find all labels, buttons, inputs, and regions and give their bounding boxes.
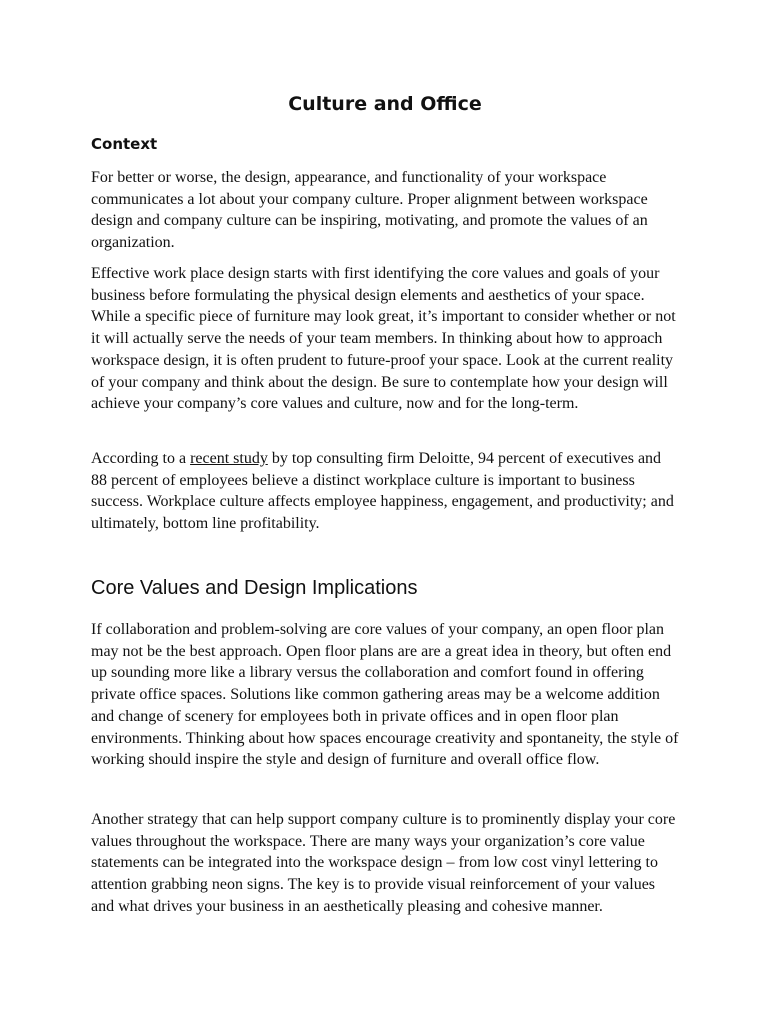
paragraph-3-lead: According to a — [91, 450, 191, 467]
paragraph-5: Another strategy that can help support company culture is to prominently display your core values throughout the workspace. There are many ways your organization’s core value statements can be integrated into the workspace design – from low cost vinyl lettering to attention grabbing neon signs. The key is to provide visual reinforcement of your values and what drives your business in an aesthetically pleasing and cohesive manner. — [91, 811, 676, 915]
paragraph-2: Effective work place design starts with first identifying the core values and goals of your business before formulating the physical design elements and aesthetics of your space. While a specific piece of furniture may look great, it’s important to consider whether or not it will actually serve the needs of your team members. In thinking about how to approach workspace design, it is often prudent to future-proof your space. Look at the current reality of your company and think about the design. Be sure to contemplate how your design will achieve your company’s core values and culture, now and for the long-term. — [91, 265, 676, 413]
paragraph-4: If collaboration and problem-solving are core values of your company, an open floor plan may not be the best approach. Open floor plans are are a great idea in theory, but often end up sounding more like a library versus the collaboration and comfort found in offering private office spaces. Solutions like common gathering areas may be a welcome addition and change of scenery for employees both in private offices and in open floor plan environments. Thinking about how spaces encourage creativity and spontaneity, the style of working should inspire the style and design of furniture and overall office flow. — [91, 621, 679, 769]
paragraph-1: For better or worse, the design, appearance, and functionality of your workspace communicates a lot about your company culture. Proper alignment between workspace design and company culture can be inspiring, motivating, and promote the values of an organization. — [91, 169, 648, 252]
document-title: Culture and Office — [288, 93, 482, 115]
paragraph-3-rest: by top consulting firm Deloitte, 94 percent of executives and 88 percent of employees believe a distinct workplace culture is important to business success. Workplace culture affects employee happiness, engagement, and productivity; and ultimately, bottom line profitability. — [91, 450, 674, 533]
section-heading-core-values: Core Values and Design Implications — [91, 577, 418, 599]
recent-study-link[interactable]: recent study — [190, 450, 268, 467]
section-heading-context: Context — [91, 135, 158, 153]
paragraph-3 — [91, 448, 679, 535]
